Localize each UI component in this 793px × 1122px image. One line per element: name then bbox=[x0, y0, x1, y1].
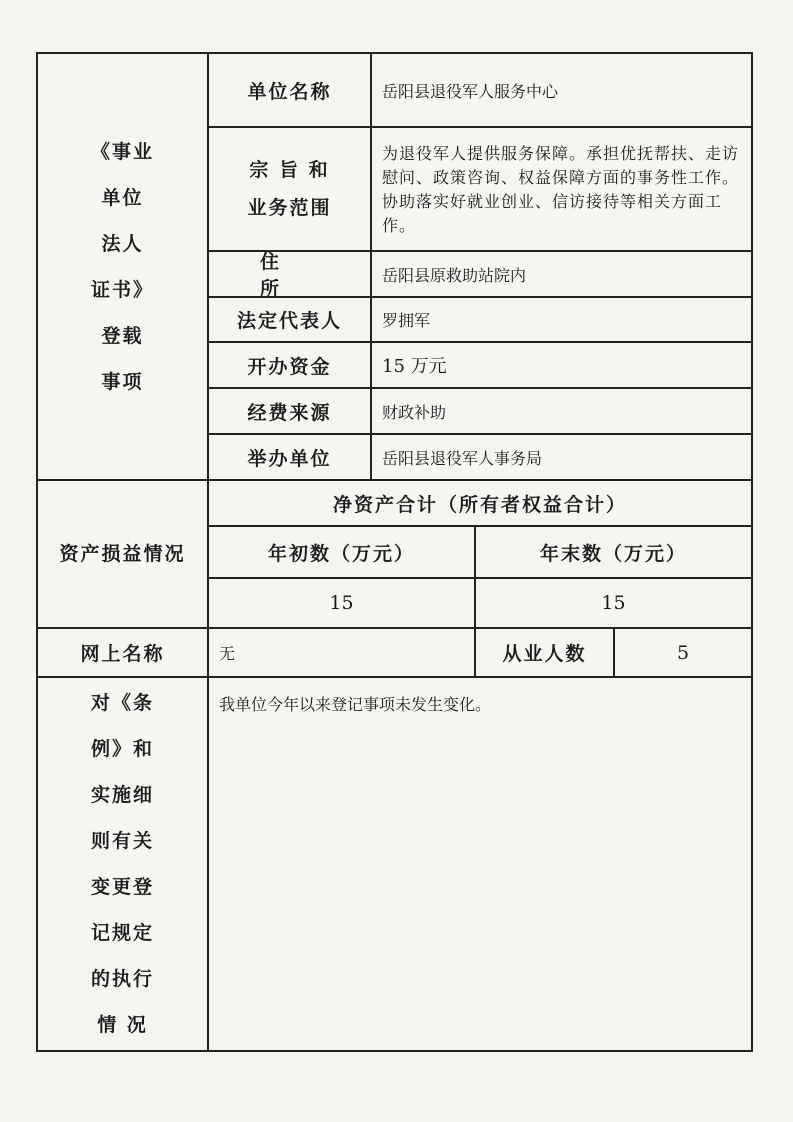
online-name-label-text: 网上名称 bbox=[80, 643, 165, 665]
left-line-1: 《事业 bbox=[90, 140, 154, 163]
funding-label-text: 经费来源 bbox=[247, 401, 332, 424]
assets-line-3: 情况 bbox=[143, 542, 186, 565]
legal-rep-label bbox=[209, 298, 372, 343]
end-label-text: 年末数（万元） bbox=[539, 542, 687, 565]
unit-name-value bbox=[372, 54, 753, 128]
capital-value bbox=[372, 343, 753, 389]
exec-line-3: 实施细 bbox=[90, 784, 154, 806]
scope-label bbox=[209, 128, 372, 252]
end-value bbox=[476, 579, 753, 629]
staff-count-label bbox=[476, 629, 615, 678]
sponsor-value-text: 岳阳县退役军人事务局 bbox=[382, 448, 543, 468]
unit-name-value-text: 岳阳县退役军人服务中心 bbox=[382, 81, 559, 101]
funding-label bbox=[209, 389, 372, 435]
address-value bbox=[372, 252, 753, 298]
unit-name-label-text: 单位名称 bbox=[247, 80, 332, 103]
scope-label-line2: 业务范围 bbox=[247, 197, 332, 219]
end-value-text: 15 bbox=[601, 592, 626, 614]
exec-line-8: 情 况 bbox=[97, 1014, 148, 1036]
execution-label bbox=[38, 678, 209, 1052]
begin-label-text: 年初数（万元） bbox=[267, 542, 415, 565]
assets-line-1: 资产 bbox=[59, 542, 102, 565]
net-assets-header-text: 净资产合计（所有者权益合计） bbox=[332, 493, 627, 516]
funding-value bbox=[372, 389, 753, 435]
sponsor-label bbox=[209, 435, 372, 481]
left-line-4: 证书》 bbox=[90, 278, 154, 301]
end-label bbox=[476, 527, 753, 579]
exec-line-7: 的执行 bbox=[90, 968, 154, 990]
execution-value-text: 我单位今年以来登记事项未发生变化。 bbox=[219, 695, 492, 714]
scope-value bbox=[372, 128, 753, 252]
execution-value bbox=[209, 678, 753, 1052]
unit-name-label bbox=[209, 54, 372, 128]
begin-value bbox=[209, 579, 476, 629]
exec-line-4: 则有关 bbox=[90, 830, 154, 852]
assets-label bbox=[38, 481, 209, 629]
legal-rep-label-text: 法定代表人 bbox=[236, 310, 342, 332]
left-line-3: 法人 bbox=[101, 232, 144, 255]
begin-label bbox=[209, 527, 476, 579]
begin-value-text: 15 bbox=[329, 592, 354, 614]
exec-line-2: 例》和 bbox=[90, 738, 154, 760]
assets-line-2: 损益 bbox=[101, 542, 144, 565]
staff-count-value-text: 5 bbox=[676, 641, 690, 664]
capital-label-text: 开办资金 bbox=[247, 355, 332, 378]
online-name-value bbox=[209, 629, 476, 678]
sponsor-value bbox=[372, 435, 753, 481]
capital-value-text: 15 万元 bbox=[382, 356, 447, 377]
legal-rep-value bbox=[372, 298, 753, 343]
scope-value-text: 为退役军人提供服务保障。承担优抚帮扶、走访慰问、政策咨询、权益保障方面的事务性工作。协助落实好就业创业、信访接待等相关方面工作。 bbox=[382, 144, 740, 235]
net-assets-header bbox=[209, 481, 753, 527]
capital-label bbox=[209, 343, 372, 389]
address-label-text: 住 所 bbox=[259, 251, 319, 300]
staff-count-value bbox=[615, 629, 753, 678]
left-line-6: 事项 bbox=[101, 370, 144, 393]
exec-line-5: 变更登 bbox=[90, 876, 154, 898]
scope-label-line1: 宗 旨 和 bbox=[249, 159, 330, 181]
online-name-label bbox=[38, 629, 209, 678]
address-label bbox=[209, 252, 372, 298]
sponsor-label-text: 举办单位 bbox=[247, 447, 332, 470]
exec-line-6: 记规定 bbox=[90, 922, 154, 944]
exec-line-1: 对《条 bbox=[90, 692, 154, 714]
staff-count-label-text: 从业人数 bbox=[502, 643, 587, 665]
funding-value-text: 财政补助 bbox=[382, 402, 447, 422]
online-name-value-text: 无 bbox=[219, 644, 236, 663]
address-value-text: 岳阳县原救助站院内 bbox=[382, 265, 527, 285]
registration-table bbox=[36, 52, 753, 1052]
left-line-2: 单位 bbox=[101, 186, 144, 209]
certificate-items-label bbox=[38, 54, 209, 481]
left-line-5: 登载 bbox=[101, 324, 144, 347]
legal-rep-value-text: 罗拥军 bbox=[382, 311, 431, 330]
